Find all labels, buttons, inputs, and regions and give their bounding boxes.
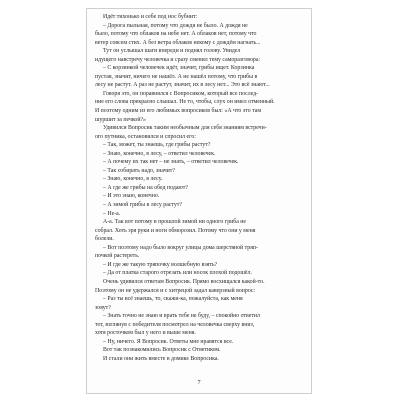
text-line: – Знаю, конечно, в лесу, – ответил человечек. [103,150,216,157]
text-line: – А где же грибы на обед подают? [103,184,188,191]
text-line: – С корзинкой человечек идёт, значит, грибы ищет. Корзинка [103,65,255,72]
text-line: – А почему их так нет – не знать, – ответил человечек. [103,159,239,166]
text-line: – А зимой грибы в лесу растут? [103,202,182,209]
text-line: – Вот поэтому надо было вокруг улицы дома шерстяной тряп- [103,244,258,251]
text-line: пустая, значит, ничего не нашёл. А не нашёл потому, что грибы в [95,73,258,80]
text-line: шуршит за печкой?» [95,116,146,123]
text-line: – И это знаю, конечно. [103,193,160,200]
text-line: болели. [95,236,114,243]
text-line: зовут? [95,304,111,311]
text-line: – И где же такую тряпочку волшебную взять? [103,261,218,268]
text-line: Вот так познакомились Вопросик с Ответиком. [103,347,221,354]
text-line: хотя росточком был у него и выше меня. [95,330,196,337]
text-line: И поэтому одним из его любимых вопросиков был: «А что это там [95,108,262,115]
text-line: – Так собирать надо, значит? [103,167,175,174]
page-text [95,13,305,363]
text-line: ние его слова прекрасно слышал. Не то, чтобы, слух он имел отменный. [95,99,275,106]
text-line: тот, взглянув с победителя посмотрел на человечка сверху вниз, [95,321,255,328]
text-line: – Дорога пыльная, потому что дождя не было. А дождя не [103,22,248,29]
page-number: 7 [197,379,201,386]
book-page [86,8,312,394]
text-line: Тут он услышал шаги впереди и поднял голову. Увидел [103,48,241,55]
text-line: – Знать точно не знаю и врать тебе не буду, – спокойно ответил [103,313,260,320]
text-line: – Ну, ничего. Я Вопросик. Ответы мне нравятся все. [103,338,234,345]
text-line: А-а. Так вот потому в прошлой зимой ни одного гриба не [103,219,246,226]
text-line: лесу не растут. А раз не растут, значит, их в лесу нет... Это всё знают... [95,82,270,89]
text-line: – Да от платка старого отрезать или носок плохой подошёл. [103,270,252,277]
text-line: было, потому что облаков на небе нет. А облаков нет, потому что [95,31,257,38]
text-line: – Так, может, ты знаешь, где грибы растут? [103,142,211,149]
text-line: И стали они жить вместе в домике Вопросика. [103,355,219,362]
text-line: – Раз ты всё знаешь, то, скажи-ка, пожалуйста, как меня [103,296,243,303]
text-line: Поэтому он не удержался и с хитрецой задал каверзный вопрос: [95,287,256,294]
text-line: – Знаю, конечно, в лесу. [103,176,163,183]
text-line: почкой растереть. [95,253,140,260]
text-line: – Не-а. [103,210,121,217]
text-line: идущего навстречу человечка и сразу сменил тему саморазговора: [95,56,261,63]
text-line: собрал. Хоть зря руки и ноги обморозил. Потому что они у меня [95,227,256,234]
text-line: ветер совсем стих. А без ветра облаков некому с дождём нагнать... [95,39,261,46]
text-line: Говоря это, он поравнялся с Вопросиком, который все послед- [103,90,259,97]
text-line: Удивился Вопросик таким необычным для себя знаниям встречн- [103,125,267,132]
text-line: Очень удивился ответам Вопросик. Прямо восхищался какой-то. [103,278,265,285]
text-line: Идёт тихонько и себе под нос бубнит: [103,14,198,20]
text-line: ого путника, остановился и спросил его: [95,133,196,140]
